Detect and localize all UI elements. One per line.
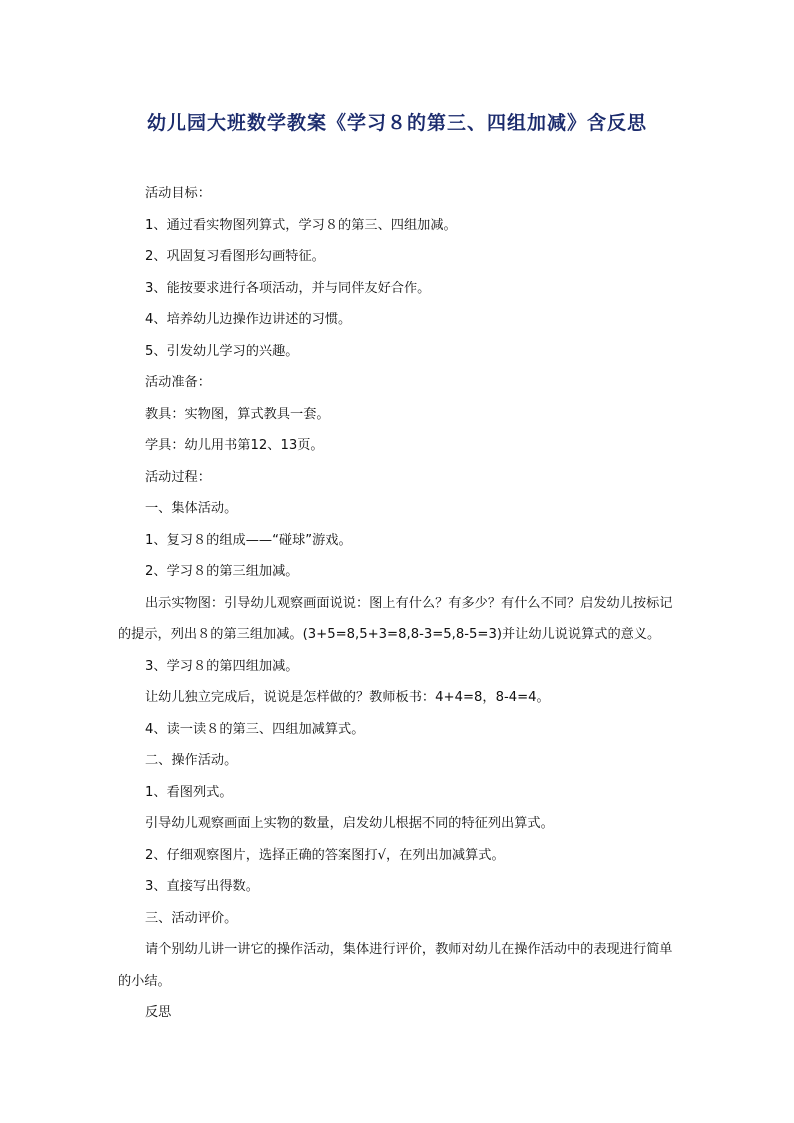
paragraph-objective-1: 1、通过看实物图列算式，学习８的第三、四组加减。: [145, 217, 457, 233]
paragraph-step-1-2: 2、学习８的第三组加减。: [145, 564, 299, 579]
paragraph-section-3: 三、活动评价。: [145, 910, 238, 926]
paragraph-objective-2: 2、巩固复习看图形勾画特征。: [145, 249, 325, 264]
paragraph-section-2: 二、操作活动。: [145, 753, 238, 768]
paragraph-show-picture: 出示实物图：引导幼儿观察画面说说：图上有什么？有多少？有什么不同？启发幼儿按标记的提示，列出８的第三组加减。(3+5=8,5+3=8,8-3=5,8-5=3)并让幼儿说说算式的意义。: [118, 595, 673, 642]
paragraph-objective-3: 3、能按要求进行各项活动，并与同伴友好合作。: [145, 280, 431, 296]
paragraph-step-1-4: 4、读一读８的第三、四组加减算式。: [145, 721, 365, 737]
paragraph-section-1: 一、集体活动。: [145, 501, 238, 516]
paragraph-step-2-3: 3、直接写出得数。: [145, 879, 259, 894]
document-body: [118, 178, 684, 1029]
paragraph-learning-aids: 学具：幼儿用书第12、13页。: [145, 438, 324, 453]
paragraph-step-2-1: 1、看图列式。: [145, 784, 233, 800]
paragraph-reflection-heading: 反思: [145, 1005, 172, 1020]
document-title: 幼儿园大班数学教案《学习８的第三、四组加减》含反思: [146, 112, 647, 134]
paragraph-preparation-heading: 活动准备：: [145, 375, 211, 390]
paragraph-observe-quantity: 引导幼儿观察画面上实物的数量，启发幼儿根据不同的特征列出算式。: [145, 816, 554, 831]
paragraph-objective-5: 5、引发幼儿学习的兴趣。: [145, 343, 299, 359]
paragraph-step-1-3: 3、学习８的第四组加减。: [145, 658, 299, 674]
paragraph-process-heading: 活动过程：: [145, 469, 211, 485]
paragraph-independent-work: 让幼儿独立完成后，说说是怎样做的？教师板书：4+4=8，8-4=4。: [145, 690, 550, 705]
paragraph-evaluation: 请个别幼儿讲一讲它的操作活动，集体进行评价，教师对幼儿在操作活动中的表现进行简单的小结。: [118, 942, 673, 989]
paragraph-teaching-aids: 教具：实物图，算式教具一套。: [145, 406, 330, 422]
paragraph-objective-4: 4、培养幼儿边操作边讲述的习惯。: [145, 312, 352, 327]
paragraph-objectives-heading: 活动目标：: [145, 186, 211, 201]
paragraph-step-2-2: 2、仔细观察图片，选择正确的答案图打√，在列出加减算式。: [145, 847, 505, 863]
paragraph-step-1-1: 1、复习８的组成——“碰球”游戏。: [145, 532, 352, 548]
